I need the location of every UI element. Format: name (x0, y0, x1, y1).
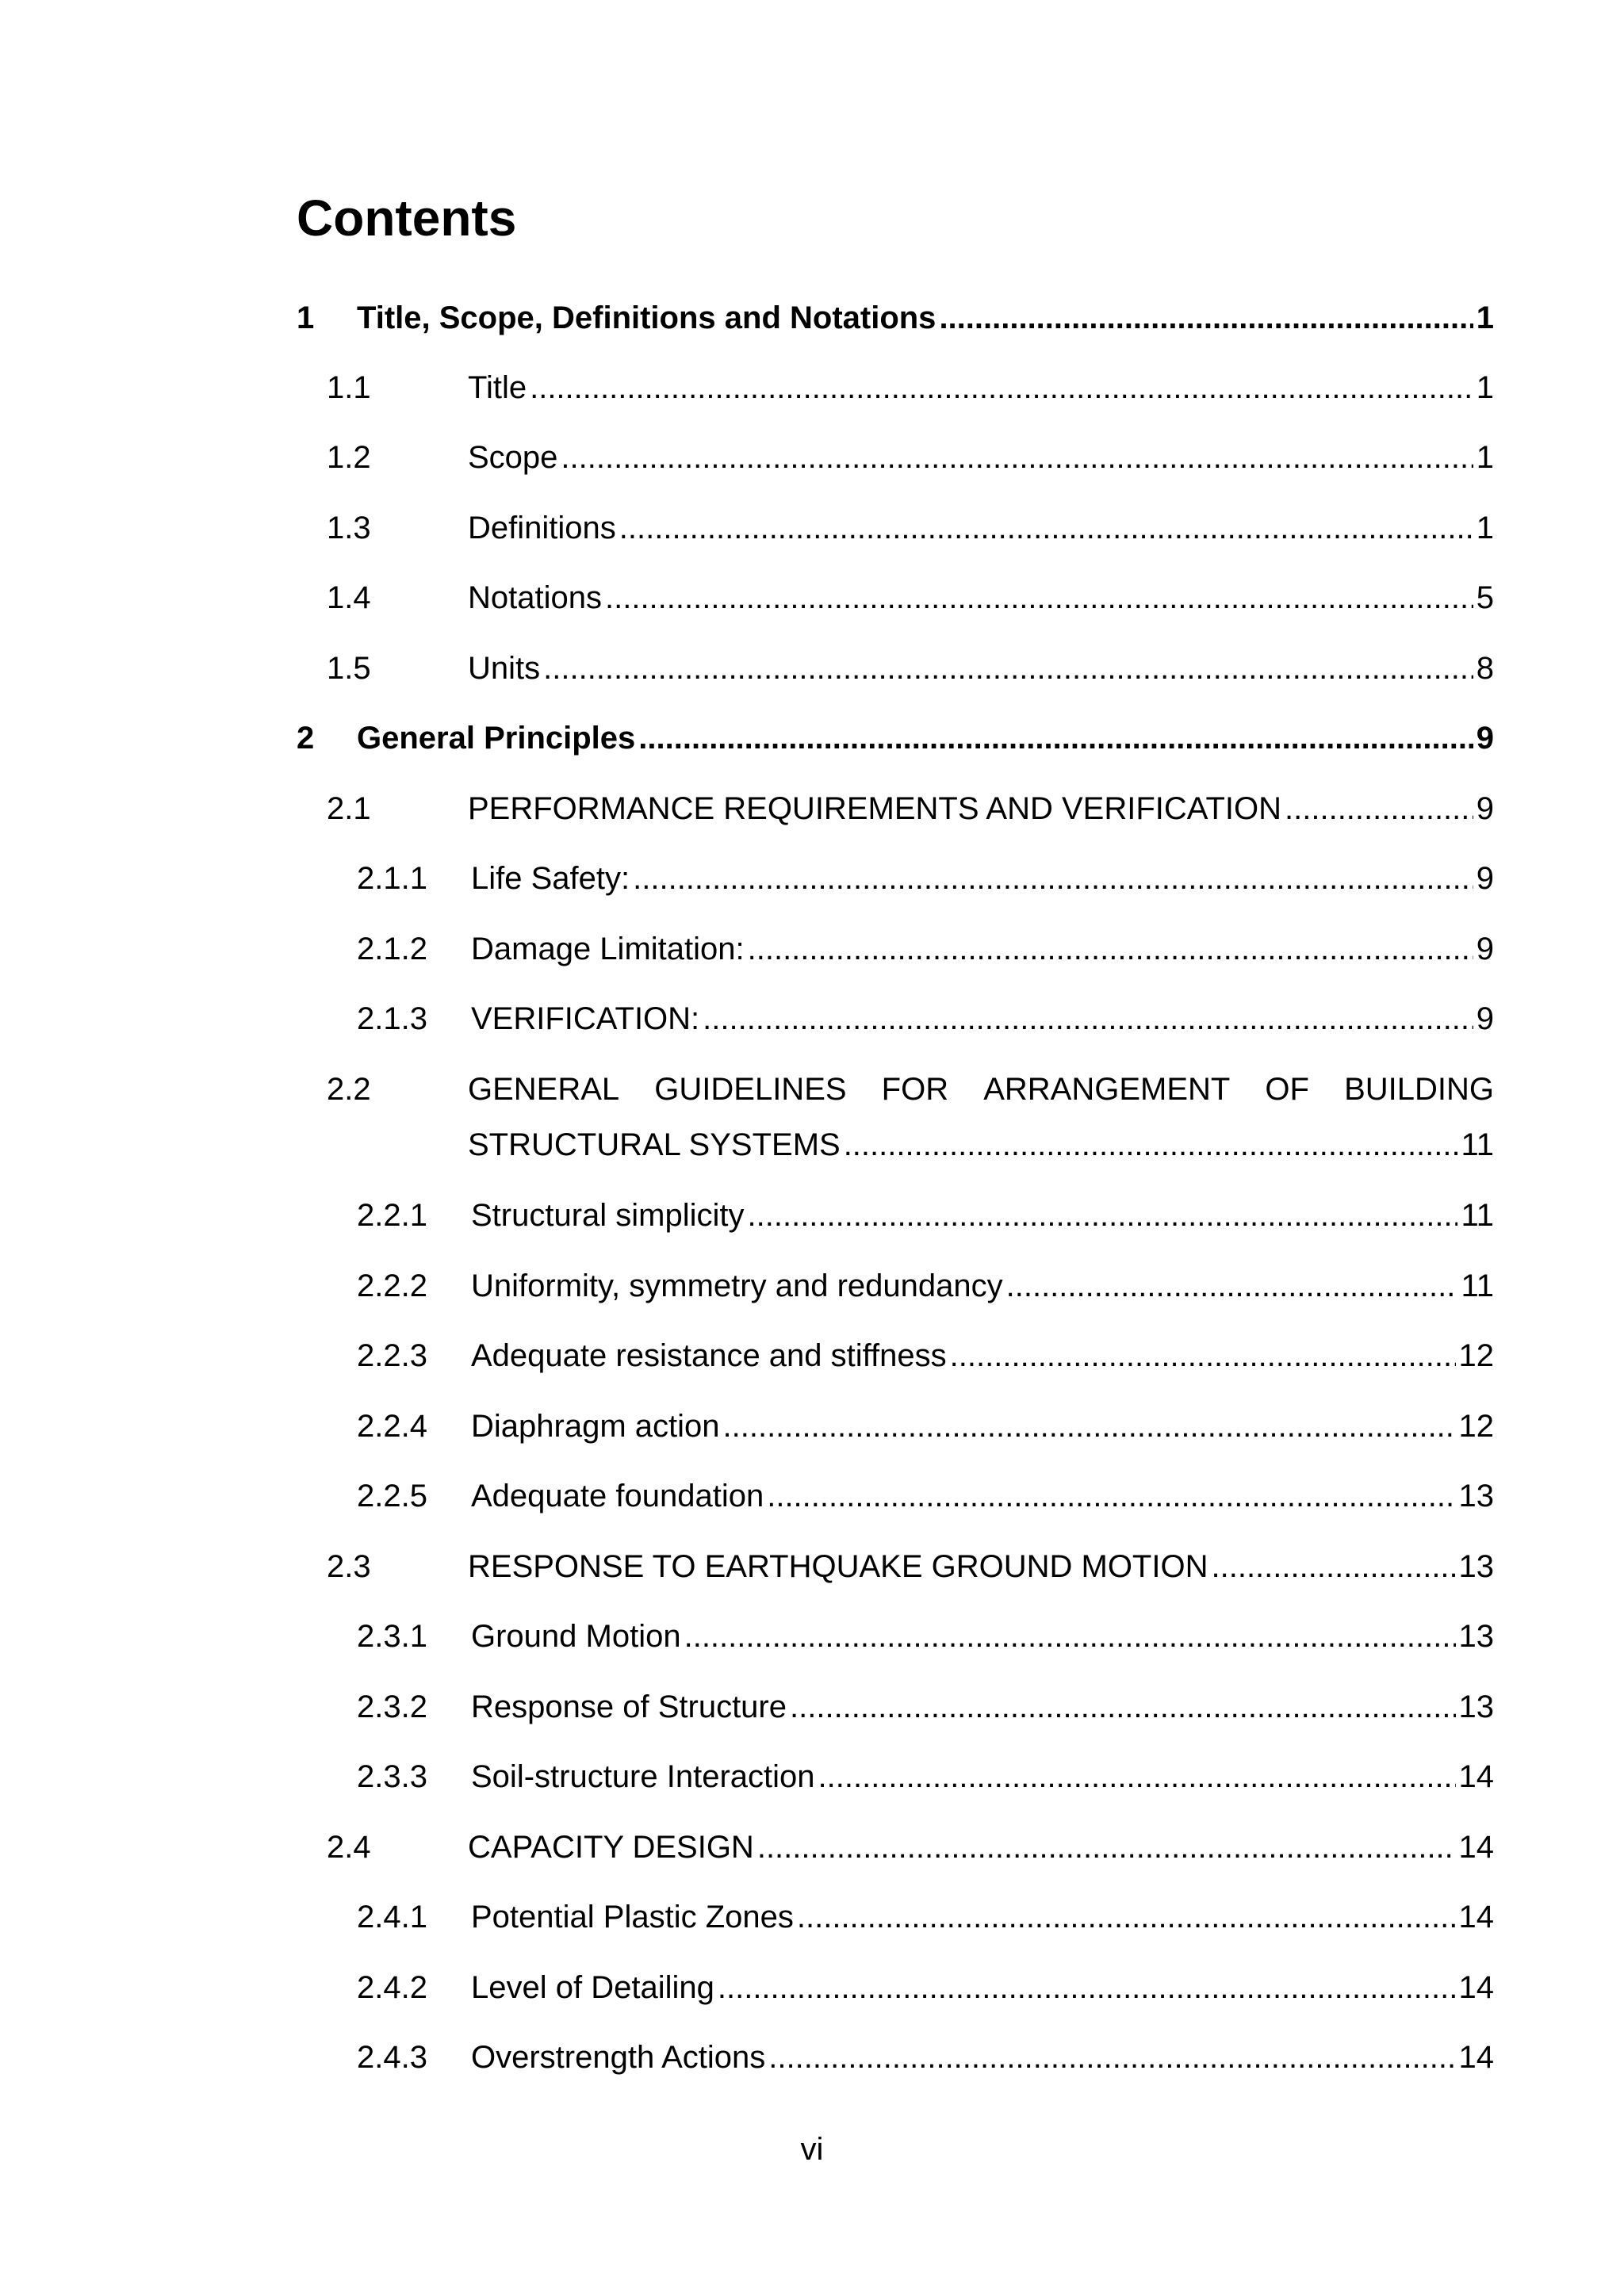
toc-page-number: 9 (1476, 1001, 1494, 1036)
toc-label-word: FOR (881, 1072, 949, 1107)
dot-leader (844, 1124, 1458, 1165)
toc-number: 1.3 (327, 511, 371, 545)
toc-label: Structural simplicity (471, 1198, 745, 1233)
toc-page-number: 11 (1461, 1127, 1494, 1162)
toc-page-number: 13 (1458, 1479, 1494, 1513)
toc-number: 2 (297, 721, 315, 756)
toc-number: 2.4.2 (357, 1970, 427, 2005)
toc-number: 2.3.1 (357, 1619, 427, 1654)
toc-entry-1-5[interactable] (297, 648, 1494, 689)
toc-page-number: 1 (1476, 370, 1494, 405)
toc-number: 2.2.2 (357, 1269, 427, 1303)
dot-leader (748, 928, 1473, 970)
toc-page-number: 9 (1476, 861, 1494, 896)
toc-label: Life Safety: (471, 861, 630, 896)
toc-page-number: 13 (1458, 1689, 1494, 1724)
dot-leader (633, 858, 1473, 899)
toc-page-number: 9 (1476, 932, 1494, 966)
toc-entry-1-1[interactable] (297, 367, 1494, 408)
toc-number: 2.2.3 (357, 1338, 427, 1373)
dot-leader (818, 1756, 1456, 1797)
toc-label: Soil-structure Interaction (471, 1759, 815, 1794)
toc-page-number: 5 (1476, 580, 1494, 615)
toc-entry-1-4[interactable] (297, 577, 1494, 618)
page-title: Contents (297, 189, 517, 247)
toc-entry-2-2-2[interactable] (297, 1265, 1494, 1307)
toc-number: 2.4.3 (357, 2040, 427, 2075)
dot-leader (790, 1686, 1456, 1728)
toc-label: Title (468, 370, 527, 405)
toc-number: 2.1.1 (357, 861, 427, 896)
toc-number: 1.1 (327, 370, 371, 405)
toc-entry-2-4-3[interactable] (297, 2037, 1494, 2078)
toc-number: 2.3.2 (357, 1689, 427, 1724)
toc-page-number: 8 (1476, 651, 1494, 686)
toc-page-number: 13 (1458, 1549, 1494, 1584)
dot-leader (561, 437, 1473, 478)
toc-label: Title, Scope, Definitions and Notations (357, 300, 936, 335)
toc-label: Units (468, 651, 541, 686)
toc-number: 2.1.2 (357, 932, 427, 966)
dot-leader (605, 577, 1473, 618)
dot-leader (619, 507, 1473, 549)
toc-page-number: 1 (1476, 440, 1494, 475)
toc-label: RESPONSE TO EARTHQUAKE GROUND MOTION (468, 1549, 1208, 1584)
toc-number: 2.1.3 (357, 1001, 427, 1036)
toc-entry-2-1-3[interactable] (297, 998, 1494, 1039)
toc-number: 2.2.4 (357, 1409, 427, 1444)
toc-number: 1 (297, 300, 315, 335)
toc-entry-1[interactable] (297, 297, 1494, 339)
toc-number: 2.3.3 (357, 1759, 427, 1794)
dot-leader (1285, 788, 1473, 829)
toc-entry-1-2[interactable] (297, 437, 1494, 478)
dot-leader (684, 1616, 1456, 1657)
toc-page-number: 14 (1458, 1900, 1494, 1934)
toc-label: Diaphragm action (471, 1409, 720, 1444)
toc-label-line-2: STRUCTURAL SYSTEMS (468, 1127, 841, 1162)
dot-leader (1211, 1546, 1455, 1587)
toc-label-line-1 (468, 1069, 1494, 1110)
toc-entry-2-4[interactable] (297, 1827, 1494, 1868)
toc-number: 2.2.5 (357, 1479, 427, 1513)
toc-entry-2-1[interactable] (297, 788, 1494, 829)
dot-leader (748, 1195, 1458, 1236)
dot-leader (757, 1827, 1456, 1868)
toc-label-word: GUIDELINES (654, 1072, 847, 1107)
toc-page-number: 9 (1476, 791, 1494, 826)
dot-leader (543, 648, 1473, 689)
toc-number: 1.2 (327, 440, 371, 475)
dot-leader (767, 1475, 1455, 1517)
toc-number: 2.4.1 (357, 1900, 427, 1934)
toc-entry-2-1-1[interactable] (297, 858, 1494, 899)
toc-label-word: BUILDING (1344, 1072, 1494, 1107)
toc-page-number: 9 (1476, 721, 1494, 756)
dot-leader (939, 297, 1473, 339)
dot-leader (723, 1406, 1456, 1447)
toc-entry-1-3[interactable] (297, 507, 1494, 549)
toc-page-number: 11 (1461, 1198, 1494, 1233)
toc-entry-2[interactable] (297, 718, 1494, 759)
toc-page-number: 12 (1458, 1409, 1494, 1444)
toc-entry-2-2-3[interactable] (297, 1335, 1494, 1376)
toc-page-number: 12 (1458, 1338, 1494, 1373)
toc-label: PERFORMANCE REQUIREMENTS AND VERIFICATION (468, 791, 1282, 826)
dot-leader (718, 1967, 1456, 2008)
dot-leader (638, 718, 1473, 759)
toc-label-word: OF (1265, 1072, 1309, 1107)
toc-entry-2-4-1[interactable] (297, 1896, 1494, 1938)
toc-number: 2.2.1 (357, 1198, 427, 1233)
toc-page-number: 14 (1458, 2040, 1494, 2075)
toc-label: Adequate resistance and stiffness (471, 1338, 947, 1373)
toc-label-word: GENERAL (468, 1072, 620, 1107)
toc-label: Overstrength Actions (471, 2040, 766, 2075)
toc-page-number: 14 (1458, 1970, 1494, 2005)
toc-number: 1.4 (327, 580, 371, 615)
toc-entry-2-3-3[interactable] (297, 1756, 1494, 1797)
toc-label: Damage Limitation: (471, 932, 745, 966)
toc-page-number: 13 (1458, 1619, 1494, 1654)
dot-leader (768, 2037, 1455, 2078)
toc-entry-2-2-4[interactable] (297, 1406, 1494, 1447)
toc-entry-2-1-2[interactable] (297, 928, 1494, 970)
toc-entry-2-3-2[interactable] (297, 1686, 1494, 1728)
toc-page-number: 11 (1461, 1269, 1494, 1303)
dot-leader (950, 1335, 1456, 1376)
toc-label: Scope (468, 440, 558, 475)
toc-page-number: 1 (1476, 511, 1494, 545)
toc-number: 2.3 (327, 1549, 371, 1584)
toc-label: Notations (468, 580, 602, 615)
toc-label: Uniformity, symmetry and redundancy (471, 1269, 1003, 1303)
toc-label: Adequate foundation (471, 1479, 764, 1513)
toc-entry-2-2[interactable] (297, 1069, 1494, 1165)
toc-page-number: 14 (1458, 1759, 1494, 1794)
dot-leader (1006, 1265, 1458, 1307)
toc-label: Level of Detailing (471, 1970, 714, 2005)
page-number-footer: vi (800, 2132, 824, 2167)
toc-number: 2.1 (327, 791, 371, 826)
toc-label: CAPACITY DESIGN (468, 1830, 754, 1865)
toc-page-number: 1 (1476, 300, 1494, 335)
toc-label: General Principles (357, 721, 636, 756)
toc-page-number: 14 (1458, 1830, 1494, 1865)
toc-label: Response of Structure (471, 1689, 787, 1724)
toc-label: VERIFICATION: (471, 1001, 700, 1036)
toc-label: Potential Plastic Zones (471, 1900, 794, 1934)
toc-entry-2-2-5[interactable] (297, 1475, 1494, 1517)
dot-leader (797, 1896, 1456, 1938)
dot-leader (530, 367, 1473, 408)
dot-leader (703, 998, 1473, 1039)
toc-label-word: ARRANGEMENT (983, 1072, 1231, 1107)
toc-number: 2.4 (327, 1830, 371, 1865)
toc-entry-2-4-2[interactable] (297, 1967, 1494, 2008)
toc-number: 2.2 (327, 1072, 371, 1107)
toc-number: 1.5 (327, 651, 371, 686)
toc-entry-2-3-1[interactable] (297, 1616, 1494, 1657)
toc-label: Definitions (468, 511, 616, 545)
toc-entry-2-3[interactable] (297, 1546, 1494, 1587)
toc-label: Ground Motion (471, 1619, 681, 1654)
toc-entry-2-2-1[interactable] (297, 1195, 1494, 1236)
